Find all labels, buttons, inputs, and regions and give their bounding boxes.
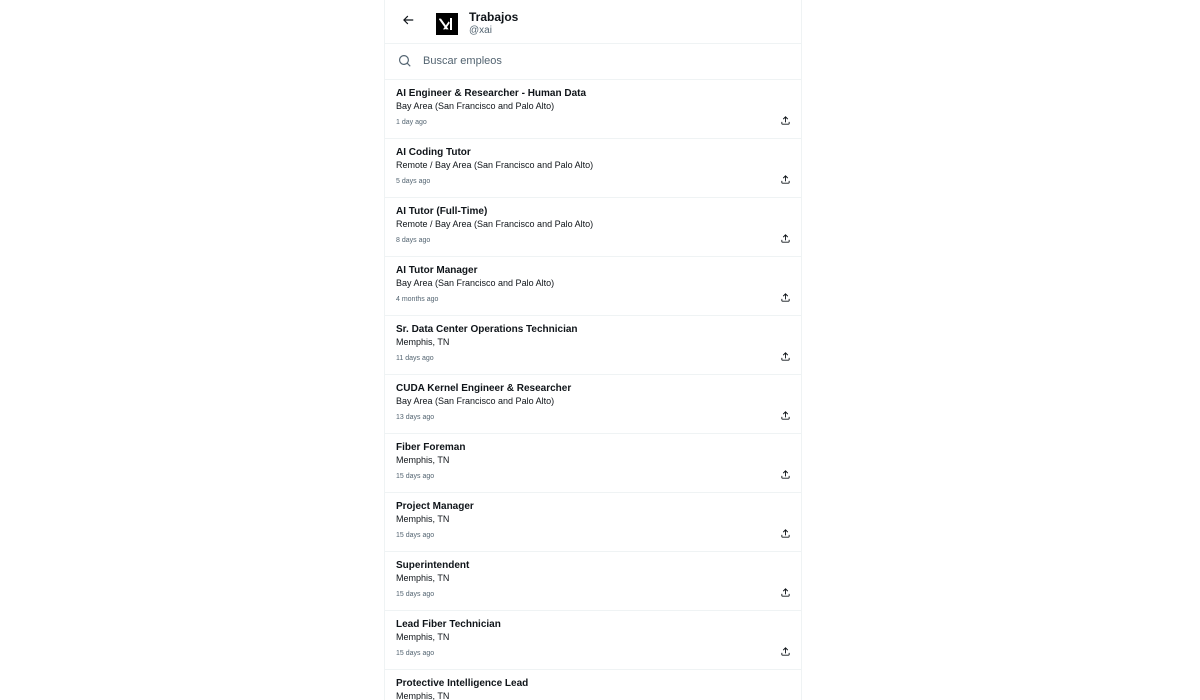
- share-upload-icon: [780, 349, 791, 367]
- share-upload-icon: [780, 585, 791, 603]
- job-title: Lead Fiber Technician: [396, 619, 501, 630]
- job-location: Memphis, TN: [396, 691, 450, 700]
- job-listing[interactable]: [385, 80, 801, 139]
- job-title: CUDA Kernel Engineer & Researcher: [396, 383, 572, 394]
- job-posted-date: 15 days ago: [396, 532, 435, 539]
- job-title: Superintendent: [396, 560, 470, 571]
- share-button[interactable]: [779, 588, 791, 600]
- search-bar: [385, 44, 801, 80]
- job-location: Bay Area (San Francisco and Palo Alto): [396, 278, 555, 288]
- header: [385, 0, 801, 44]
- share-upload-icon: [780, 113, 791, 131]
- share-button[interactable]: [779, 352, 791, 364]
- xai-logo-icon: [436, 13, 458, 35]
- job-location: Memphis, TN: [396, 337, 450, 347]
- job-title: AI Tutor (Full-Time): [396, 206, 488, 217]
- job-posted-date: 15 days ago: [396, 591, 435, 598]
- job-listing[interactable]: [385, 139, 801, 198]
- share-button[interactable]: [779, 647, 791, 659]
- job-listing[interactable]: [385, 375, 801, 434]
- job-location: Memphis, TN: [396, 514, 450, 524]
- job-posted-date: 11 days ago: [396, 355, 434, 362]
- job-listing[interactable]: [385, 670, 801, 700]
- job-title: Fiber Foreman: [396, 442, 466, 453]
- job-location: Remote / Bay Area (San Francisco and Palo Alto): [396, 219, 594, 229]
- job-location: Memphis, TN: [396, 632, 450, 642]
- page-title: Trabajos: [469, 10, 519, 24]
- share-upload-icon: [780, 644, 791, 662]
- share-button[interactable]: [779, 293, 791, 305]
- search-icon: [398, 54, 412, 68]
- share-button[interactable]: [779, 234, 791, 246]
- job-posted-date: 5 days ago: [396, 178, 431, 185]
- job-listing[interactable]: [385, 493, 801, 552]
- share-upload-icon: [780, 290, 791, 308]
- job-listing[interactable]: [385, 611, 801, 670]
- search-input[interactable]: [423, 52, 783, 70]
- job-posted-date: 4 months ago: [396, 296, 439, 303]
- job-posted-date: 8 days ago: [396, 237, 431, 244]
- job-listing[interactable]: [385, 257, 801, 316]
- job-title: AI Coding Tutor: [396, 147, 471, 158]
- job-title: Protective Intelligence Lead: [396, 678, 529, 689]
- job-title: AI Engineer & Researcher - Human Data: [396, 88, 587, 99]
- job-list: [385, 80, 801, 700]
- job-title: Project Manager: [396, 501, 474, 512]
- back-button[interactable]: [395, 9, 421, 35]
- jobs-panel: [384, 0, 802, 700]
- job-posted-date: 15 days ago: [396, 650, 435, 657]
- account-handle: @xai: [469, 25, 492, 36]
- job-posted-date: 13 days ago: [396, 414, 435, 421]
- share-button[interactable]: [779, 470, 791, 482]
- job-location: Memphis, TN: [396, 573, 450, 583]
- share-button[interactable]: [779, 116, 791, 128]
- job-location: Remote / Bay Area (San Francisco and Palo Alto): [396, 160, 594, 170]
- share-upload-icon: [780, 467, 791, 485]
- share-upload-icon: [780, 408, 791, 426]
- share-button[interactable]: [779, 411, 791, 423]
- job-posted-date: 1 day ago: [396, 119, 427, 126]
- arrow-left-icon: [401, 13, 415, 32]
- job-posted-date: 15 days ago: [396, 473, 435, 480]
- share-upload-icon: [780, 526, 791, 544]
- job-listing[interactable]: [385, 434, 801, 493]
- share-upload-icon: [780, 172, 791, 190]
- job-location: Memphis, TN: [396, 455, 450, 465]
- job-location: Bay Area (San Francisco and Palo Alto): [396, 101, 555, 111]
- job-listing[interactable]: [385, 198, 801, 257]
- job-location: Bay Area (San Francisco and Palo Alto): [396, 396, 555, 406]
- job-title: AI Tutor Manager: [396, 265, 478, 276]
- share-upload-icon: [780, 231, 791, 249]
- job-listing[interactable]: [385, 552, 801, 611]
- share-button[interactable]: [779, 175, 791, 187]
- title-block: [469, 10, 518, 37]
- share-button[interactable]: [779, 529, 791, 541]
- job-listing[interactable]: [385, 316, 801, 375]
- job-title: Sr. Data Center Operations Technician: [396, 324, 578, 335]
